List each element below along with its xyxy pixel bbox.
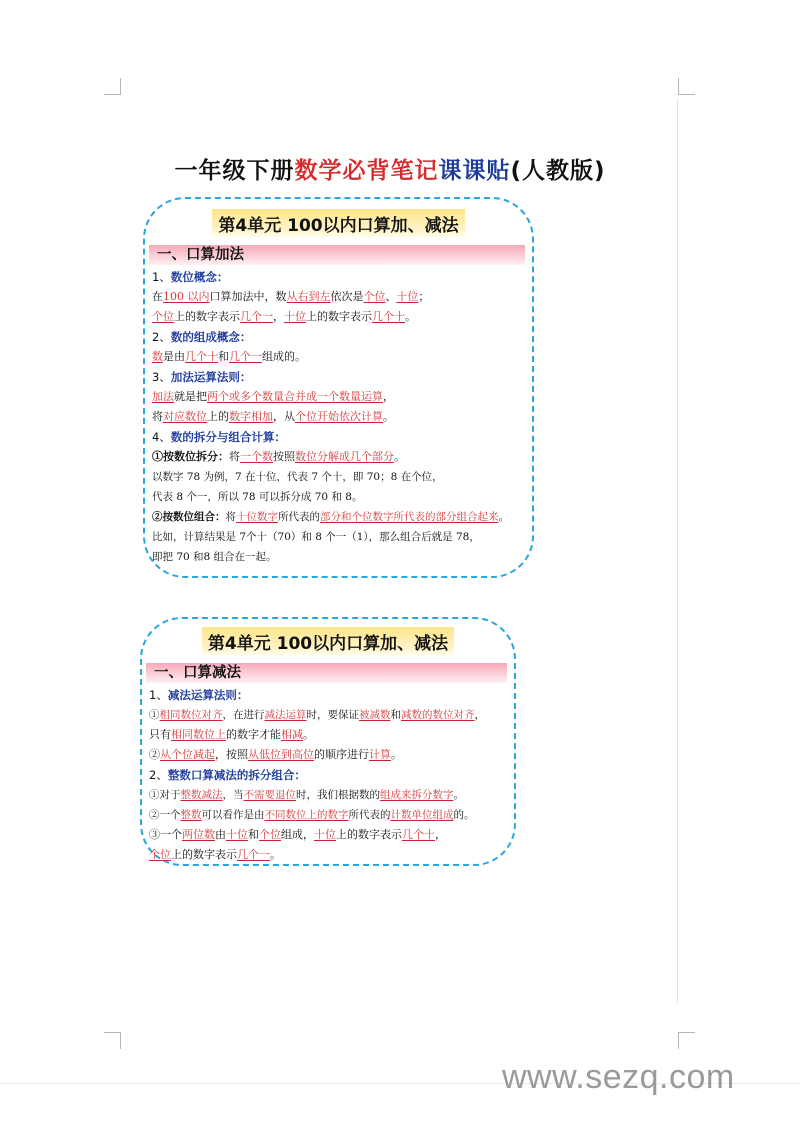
key-term: 加法 <box>152 390 174 403</box>
subheading <box>149 685 508 705</box>
text: 按照 <box>273 450 295 463</box>
key-term: 数字相加 <box>229 410 273 423</box>
bold-label: ①按数位拆分： <box>152 450 229 463</box>
title-part-sticker: 课课贴 <box>438 158 511 184</box>
note-card-addition <box>143 197 534 578</box>
text-line <box>149 805 508 825</box>
key-term: 个位 <box>149 848 171 861</box>
card-content <box>145 265 532 567</box>
key-term: 相同数位对齐 <box>159 709 223 721</box>
key-term: 部分和个位数字所代表的部分组合起来 <box>320 511 499 523</box>
page-edge-line <box>677 98 678 1003</box>
text: 只有 <box>149 728 171 741</box>
text: ， <box>435 828 446 841</box>
key-term: 相减 <box>281 728 303 741</box>
subheading-text: 数的拆分与组合计算： <box>170 430 286 444</box>
text: ，在进行 <box>222 709 265 721</box>
text: 将 <box>229 450 240 463</box>
text-line: 以数字 78 为例，7 在十位，代表 7 个十，即 70；8 在个位， <box>152 471 443 483</box>
text: 的。 <box>453 809 475 821</box>
key-term: 减数的数位对齐 <box>401 709 475 721</box>
key-term: 整数 <box>180 809 202 821</box>
subheading-text: 加法运算法则： <box>170 370 252 384</box>
subheading-number: 2、 <box>152 330 171 344</box>
key-term: 相同数位上 <box>171 728 226 741</box>
text: 就是把 <box>174 390 207 403</box>
text-line <box>149 725 508 745</box>
key-term: 不同数位上的数字 <box>264 809 349 821</box>
text: 可以看作是由 <box>201 809 265 821</box>
text-line <box>149 745 508 765</box>
text: ， <box>474 709 485 721</box>
key-term: 数位分解成几个部分 <box>295 450 394 463</box>
text: ，按照 <box>215 748 248 761</box>
key-term: 被减数 <box>359 709 391 721</box>
key-term: 从个位减起 <box>160 748 215 761</box>
subheading-number: 4、 <box>152 430 171 444</box>
text-line: 比如，计算结果是 7个十（70）和 8 个一（1），那么组合后就是 78， <box>152 531 480 543</box>
text: ， <box>273 310 284 323</box>
subheading-text: 数的组成概念： <box>170 330 252 344</box>
subheading <box>152 367 526 387</box>
crop-mark-top-left <box>104 78 121 95</box>
crop-mark-bottom-right <box>678 1032 695 1049</box>
key-term: 十位 <box>284 310 306 323</box>
text: 。 <box>391 748 402 761</box>
text-line <box>152 507 526 527</box>
key-term: 个位 <box>363 290 386 303</box>
key-term: 几个一 <box>237 848 270 861</box>
text-line: 代表 8 个一，所以 78 可以拆分成 70 和 8。 <box>152 491 363 503</box>
key-term: 个位 <box>152 310 174 323</box>
unit-title: 第4单元 100以内口算加、减法 <box>202 627 454 655</box>
subheading-number: 1、 <box>149 688 168 702</box>
section-title-bar: 一、口算减法 <box>146 663 507 683</box>
text: 。 <box>394 450 405 463</box>
text: 。 <box>383 410 394 423</box>
text-line <box>149 705 508 725</box>
text: 和 <box>390 709 401 721</box>
unit-title: 第4单元 100以内口算加、减法 <box>212 209 464 237</box>
text: 。 <box>453 789 464 801</box>
text: 所代表的 <box>348 809 391 821</box>
subheading <box>152 327 526 347</box>
text: 所代表的 <box>278 511 320 523</box>
text: 的顺序进行 <box>314 748 369 761</box>
text-line <box>149 785 508 805</box>
text: ； <box>418 290 430 303</box>
key-term: 几个一 <box>229 350 262 363</box>
text: ① <box>149 709 160 721</box>
subheading <box>152 427 526 447</box>
key-term: 整数减法 <box>180 789 223 801</box>
key-term: 从右到左 <box>286 290 331 303</box>
text: 上的数字表示 <box>306 310 372 323</box>
key-term: 计数单位组成 <box>390 809 454 821</box>
text: 将 <box>225 511 236 523</box>
subheading-text: 减法运算法则： <box>167 688 249 702</box>
crop-mark-top-right <box>678 78 695 95</box>
title-part-grade: 一年级下册 <box>174 158 295 184</box>
text: ，从 <box>273 410 295 423</box>
subheading <box>152 267 526 287</box>
subheading-text: 数位概念： <box>170 270 229 284</box>
text: 组成， <box>281 828 314 841</box>
document-title <box>150 152 630 185</box>
key-term: 一个数 <box>240 450 273 463</box>
key-term: 几个一 <box>240 310 273 323</box>
key-term: 从低位到高位 <box>248 748 314 761</box>
text: 。 <box>303 728 314 741</box>
key-term: 个位 <box>259 828 281 841</box>
subheading-number: 3、 <box>152 370 171 384</box>
key-term: 两位数 <box>182 828 215 841</box>
key-term: 对应数位 <box>163 410 207 423</box>
text: ，当 <box>222 789 244 801</box>
text-line <box>152 307 526 327</box>
text: 上的 <box>207 410 229 423</box>
text: 和 <box>248 828 259 841</box>
text-line <box>149 845 508 865</box>
key-term: 两个或多个数量合并成一个数量运算 <box>207 390 383 403</box>
text: 时，要保证 <box>306 709 359 721</box>
text: 口算加法中，数 <box>209 290 287 303</box>
card-content <box>142 683 514 865</box>
text-line <box>152 407 526 427</box>
text: 在 <box>152 290 163 303</box>
text: 组成的。 <box>262 350 306 363</box>
subheading <box>149 765 508 785</box>
section-title-bar: 一、口算加法 <box>149 245 525 265</box>
text: 是由 <box>163 350 185 363</box>
key-term: 几个十 <box>372 310 405 323</box>
text: ②一个 <box>149 809 181 821</box>
text: 由 <box>215 828 226 841</box>
key-term: 组成来拆分数字 <box>380 789 454 801</box>
text: 、 <box>385 290 397 303</box>
text-line <box>152 287 526 307</box>
text: ② <box>149 748 160 761</box>
key-term: 十位数字 <box>236 511 278 523</box>
text: 。 <box>405 310 416 323</box>
key-term: 100 以内 <box>163 290 210 303</box>
text: 。 <box>498 511 509 523</box>
key-term: 个位开始依次计算 <box>295 410 383 423</box>
key-term: 十位 <box>396 290 419 303</box>
text: ， <box>383 390 394 403</box>
text-line <box>152 347 526 367</box>
text-line <box>152 387 526 407</box>
text: 将 <box>152 410 163 423</box>
text: 时，我们根据数的 <box>296 789 380 801</box>
text: ③一个 <box>149 828 182 841</box>
subheading-number: 1、 <box>152 270 171 284</box>
text: ①对于 <box>149 789 181 801</box>
text: 和 <box>218 350 229 363</box>
key-term: 数 <box>152 350 163 363</box>
bold-label: ②按数位组合： <box>152 511 226 523</box>
key-term: 几个十 <box>402 828 435 841</box>
note-card-subtraction <box>140 617 516 866</box>
text-line <box>149 825 508 845</box>
watermark: www.sezq.com <box>502 1058 735 1096</box>
text-line <box>152 447 526 467</box>
title-part-subject: 数学必背笔记 <box>294 158 439 184</box>
key-term: 十位 <box>226 828 248 841</box>
crop-mark-bottom-left <box>104 1032 121 1049</box>
text: 的数字才能 <box>226 728 281 741</box>
key-term: 几个十 <box>185 350 218 363</box>
title-part-edition: (人教版) <box>510 158 606 184</box>
text: 。 <box>270 848 281 861</box>
text: 上的数字表示 <box>336 828 402 841</box>
key-term: 计算 <box>369 748 391 761</box>
text: 上的数字表示 <box>171 848 237 861</box>
key-term: 减法运算 <box>264 709 307 721</box>
text-line: 即把 70 和8 组合在一起。 <box>152 551 277 563</box>
key-term: 不需要退位 <box>243 789 296 801</box>
subheading-text: 整数口算减法的拆分组合： <box>167 768 306 782</box>
text: 上的数字表示 <box>174 310 240 323</box>
text: 依次是 <box>330 290 364 303</box>
subheading-number: 2、 <box>149 768 168 782</box>
key-term: 十位 <box>314 828 336 841</box>
